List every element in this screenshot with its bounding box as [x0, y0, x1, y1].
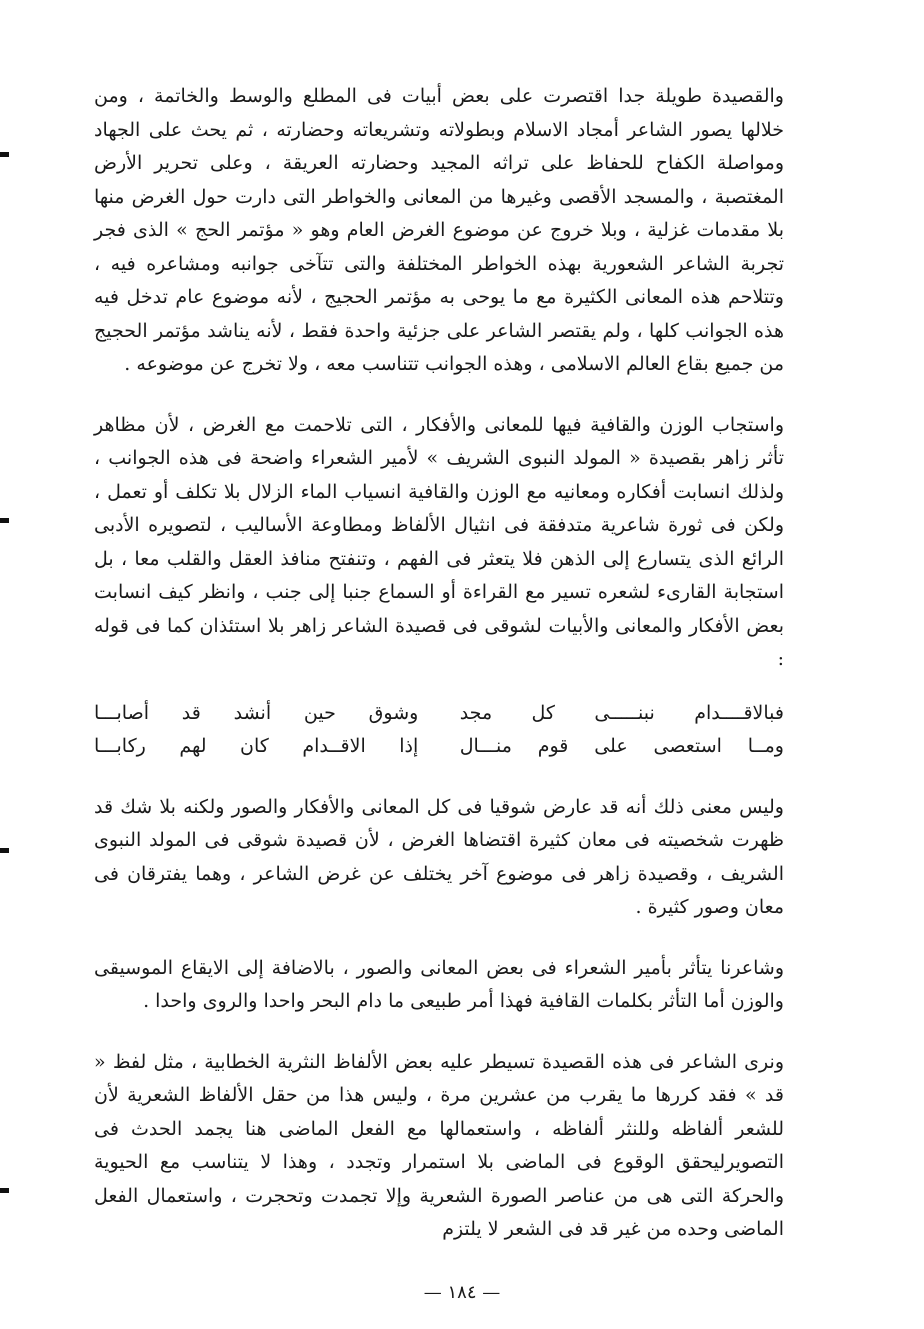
- page-body: [94, 80, 784, 1247]
- verse-2-hemistich-left: إذا الاقــدام كان لهم ركابـــا: [94, 735, 419, 757]
- page-number: — ١٨٤ —: [423, 1282, 501, 1303]
- paragraph-3: وليس معنى ذلك أنه قد عارض شوقيا فى كل المعانى والأفكار والصور ولكنه بلا شك قد ظهرت شخصيته فى معان كثيرة اقتضاها الغرض ، لأن قصيدة شوقى فى المولد النبوى الشريف ، وقصيدة زاهر فى موضوع آخر يختلف عن غرض الشاعر ، وهما يفترقان فى معان وصور كثيرة .: [94, 795, 784, 918]
- scan-edge-mark-2: [0, 518, 9, 523]
- paragraph-4: وشاعرنا يتأثر بأمير الشعراء فى بعض المعانى والصور ، بالاضافة إلى الايقاع الموسيقى والوزن أما التأثر بكلمات القافية فهذا أمر طبيعى ما دام البحر واحدا والروى واحدا .: [94, 956, 784, 1012]
- verse-1-hemistich-right: فبالاقــــدام نبنـــــى كل مجد: [459, 701, 784, 724]
- scan-edge-mark-4: [0, 1188, 9, 1193]
- paragraph-1: والقصيدة طويلة جدا اقتصرت على بعض أبيات فى المطلع والوسط والخاتمة ، ومن خلالها يصور الشاعر أمجاد الاسلام وبطولاته وتشريعاته وحضارته ، ثم يحث على الجهاد ومواصلة الكفاح للحفاظ على تراثه المجيد وحضارته العريقة ، وعلى تحرير الأرض المغتصبة ، والمسجد الأقصى وغيرها من المعانى والخواطر التى دارت حول الغرض منها بلا مقدمات غزلية ، وبلا خروج عن موضوع الغرض العام وهو « مؤتمر الحج » الذى فجر تجربة الشاعر الشعورية بهذه الخواطر المختلفة والتى تتآخى جوانبه ومشاعره فيه ، وتتلاحم هذه المعانى الكثيرة مع ما يوحى به مؤتمر الحجيج ، لأنه موضوع عام تدخل فيه هذه الجوانب كلها ، ولم يقتصر الشاعر على جزئية واحدة فقط ، لأنه يناشد مؤتمر الحجيج من جميع بقاع العالم الاسلامى ، وهذه الجوانب تتناسب معه ، ولا تخرج عن موضوعه .: [94, 85, 784, 375]
- verse-line-1: [94, 697, 784, 731]
- verse-2-hemistich-right: ومــا استعصى على قوم منـــال: [459, 735, 784, 757]
- poem-verses: [94, 697, 784, 764]
- verse-1-hemistich-left: وشوق حين أنشد قد أصابـــا: [94, 701, 419, 724]
- scan-edge-mark-3: [0, 848, 9, 853]
- verse-line-2: [94, 730, 784, 764]
- paragraph-5: ونرى الشاعر فى هذه القصيدة تسيطر عليه بعض الألفاظ النثرية الخطابية ، مثل لفظ « قد » فقد كررها ما يقرب من عشرين مرة ، وليس هذا من حقل الألفاظ الشعرية لأن للشعر ألفاظه وللنثر ألفاظه ، واستعمالها مع الفعل الماضى هنا يجمد الحدث فى التصويرليحقق الوقوع فى الماضى بلا استمرار وتجدد ، وهذا لا يتناسب مع الحيوية والحركة التى هى من عناصر الصورة الشعرية وإلا تجمدت وتحجرت ، واستعمال الفعل الماضى وحده من غير قد فى الشعر لا يلتزم: [94, 1050, 784, 1240]
- paragraph-2: واستجاب الوزن والقافية فيها للمعانى والأفكار ، التى تلاحمت مع الغرض ، لأن مظاهر تأثر زاهر بقصيدة « المولد النبوى الشريف » لأمير الشعراء واضحة فى هذه الجوانب ، ولذلك انسابت أفكاره ومعانيه مع الوزن والقافية انسياب الماء الزلال بلا تكلف أو تعمل ، ولكن فى ثورة شاعرية متدفقة فى انثيال الألفاظ ومطاوعة الأساليب ، لتصويره الأدبى الرائع الذى يتسارع إلى الذهن فلا يتعثر فى الفهم ، وتنفتح منافذ العقل والقلب معا ، بل استجابة القارىء لشعره تسير مع القراءة أو السماع جنبا إلى جنب ، وانظر كيف انسابت بعض الأفكار والمعانى والأبيات لشوقى فى قصيدة الشاعر زاهر بلا استئذان كما فى قوله :: [94, 413, 784, 670]
- scan-edge-mark-1: [0, 152, 9, 157]
